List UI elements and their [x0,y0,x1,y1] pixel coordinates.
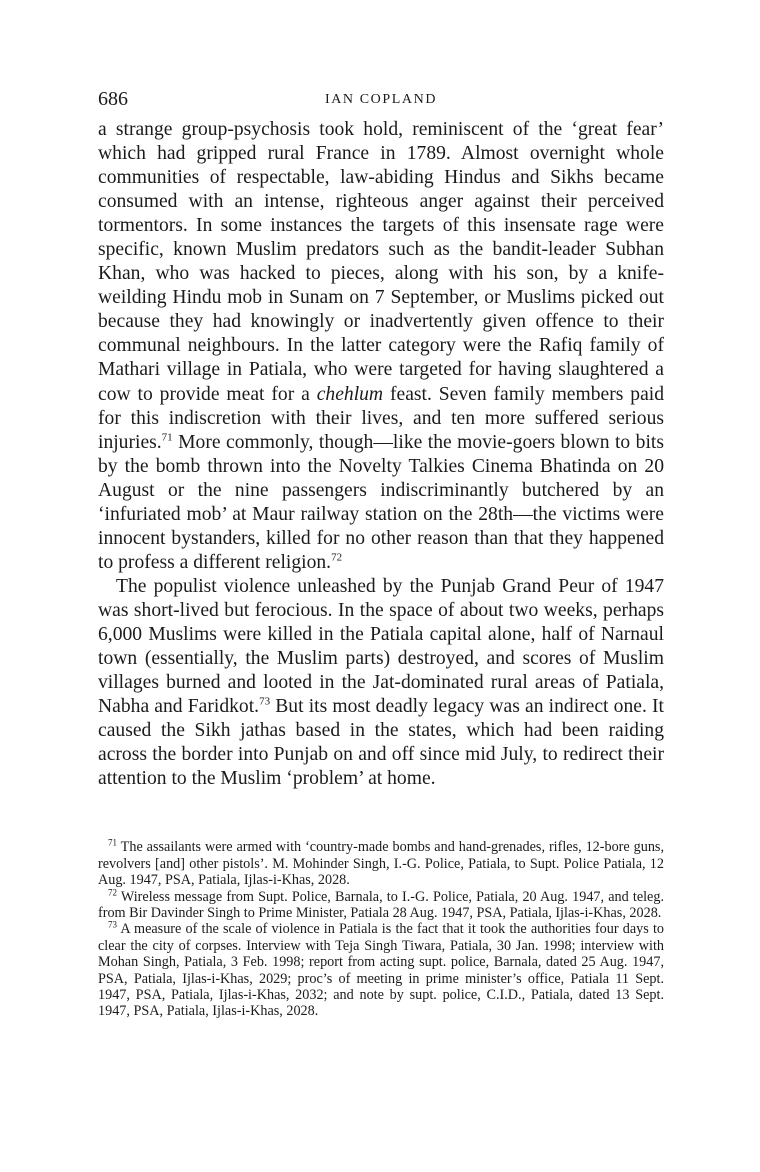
footnote-text: Wireless message from Supt. Police, Barnala, to I.-G. Police, Patiala, 20 Aug. 1947, and teleg. from Bir Davinder Singh to Prime Minister, Patiala 28 Aug. 1947, PSA, Patiala, Ijlas-i-Khas, 2028. [98,888,664,921]
footnote-number: 73 [108,919,117,930]
paragraph-1-text-c: More commonly, though—like the movie-goers blown to bits by the bomb thrown into the Novelty Talkies Cinema Bhatinda on 20 August or the nine passengers indiscriminantly butchered by an ‘infuriated mob’ at Maur railway station on the 28th—the victims were innocent bystanders, killed for no other reason than that they happened to profess a different religion. [98,431,664,573]
page-number: 686 [98,88,128,110]
footnote-text: The assailants were armed with ‘country-made bombs and hand-grenades, rifles, 12-bore guns, revolvers [and] other pistols’. M. Mohinder Singh, I.-G. Police, Patiala, to Supt. Police Patiala, 12 Aug. 1947, PSA, Patiala, Ijlas-i-Khas, 2028. [98,839,664,889]
footnote-ref-71[interactable]: 71 [161,431,173,444]
paragraph-2-text-a: The populist violence unleashed by the Punjab Grand Peur of 1947 was short-lived but ferocious. In the space of about two weeks, perhaps 6,000 Muslims were killed in the Patiala capital alone, half of Narnaul town (essentially, the Muslim parts) destroyed, and scores of Muslim villages burned and looted in the Jat-dominated rural areas of Patiala, Nabha and Faridkot. [98,575,664,718]
footnote-73 [98,921,664,1019]
italic-term: chehlum [316,383,384,405]
footnote-ref-72[interactable]: 72 [331,551,343,564]
footnotes [98,839,664,1019]
footnote-72 [98,886,664,922]
paragraph-1-text-b: feast. Seven family members paid for this indiscretion with their lives, and ten more suffered serious injuries. [98,383,665,453]
footnote-text: A measure of the scale of violence in Patiala is the fact that it took the authorities four days to clear the city of corpses. Interview with Teja Singh Tiwara, Patiala, 30 Jan. 1998; interview with Mohan Singh, Patiala, 3 Feb. 1998; report from acting supt. police, Barnala, dated 25 Aug. 1947, PSA, Patiala, Ijlas-i-Khas, 2029; proc’s of meeting in prime minister’s office, Patiala 11 Sept. 1947, PSA, Patiala, Ijlas-i-Khas, 2032; and note by supt. police, C.I.D., Patiala, dated 13 Sept. 1947, PSA, Patiala, Ijlas-i-Khas, 2028. [98,921,664,1020]
footnote-number: 72 [108,886,117,897]
paragraph-1 [98,118,664,575]
footnote-ref-73[interactable]: 73 [259,695,271,708]
body-text [98,118,664,791]
paragraph-2 [98,575,664,791]
paragraph-1-text-a: a strange group-psychosis took hold, reminiscent of the ‘great fear’ which had gripped rural France in 1789. Almost overnight whole communities of respectable, law-abiding Hindus and Sikhs became consumed with an intense, righteous anger against their perceived tormentors. In some instances the targets of this insensate rage were specific, known Muslim predators such as the bandit-leader Subhan Khan, who was hacked to pieces, along with his son, by a knife-weilding Hindu mob in Sunam on 7 September, or Muslims picked out because they had knowingly or inadvertently given offence to their communal neighbours. In the latter category were the Rafiq family of Mathari village in Patiala, who were targeted for having slaughtered a cow to provide meat for a [98,119,664,405]
footnote-71 [98,839,664,888]
footnote-number: 71 [108,837,117,848]
journal-page [98,88,664,1020]
running-head: IAN COPLAND [324,92,438,107]
page-header [98,88,664,118]
paragraph-2-text-b: But its most deadly legacy was an indirect one. It caused the Sikh jathas based in the states, which had been raiding across the border into Punjab on and off since mid July, to redirect their attention to the Muslim ‘problem’ at home. [98,696,664,790]
